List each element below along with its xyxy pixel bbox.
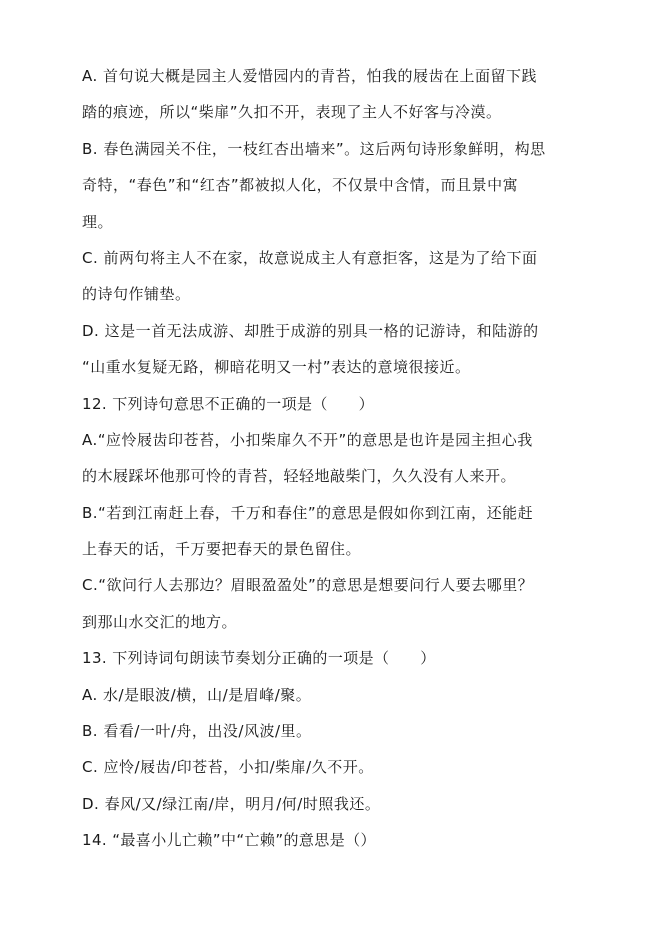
q12-option-c-line-1: C.“欲问行人去那边？眉眼盈盈处”的意思是想要问行人要去哪里？	[82, 576, 534, 595]
option-c-line-1: C. 前两句将主人不在家，故意说成主人有意拒客，这是为了给下面	[82, 248, 538, 267]
q13-option-d: D. 春风/又/绿江南/岸，明月/何/时照我还。	[82, 794, 381, 813]
option-b-line-3: 理。	[82, 212, 114, 231]
option-d-line-1: D. 这是一首无法成游、却胜于成游的别具一格的记游诗，和陆游的	[82, 321, 539, 340]
option-c-line-2: 的诗句作铺垫。	[82, 285, 191, 304]
question-13: 13. 下列诗词句朗读节奏划分正确的一项是（ ）	[82, 649, 436, 668]
option-b-line-1: B. 春色满园关不住，一枝红杏出墙来”。这后两句诗形象鲜明，构思	[82, 139, 546, 158]
q12-option-a-line-2: 的木屐踩坏他那可怜的青苔，轻轻地敲柴门，久久没有人来开。	[82, 467, 517, 486]
q13-option-c: C. 应怜/屐齿/印苍苔，小扣/柴扉/久不开。	[82, 758, 374, 777]
option-d-line-2: “山重水复疑无路，柳暗花明又一村”表达的意境很接近。	[82, 358, 471, 377]
option-a-line-1: A. 首句说大概是园主人爱惜园内的青苔，怕我的屐齿在上面留下践	[82, 67, 538, 85]
question-14: 14. “最喜小儿亡赖”中“亡赖”的意思是（）	[82, 831, 376, 850]
q12-option-c-line-2: 到那山水交汇的地方。	[82, 612, 238, 631]
q13-option-b: B. 看看/一叶/舟，出没/风波/里。	[82, 722, 312, 741]
q13-option-a: A. 水/是眼波/横，山/是眉峰/聚。	[82, 685, 312, 704]
question-12: 12. 下列诗句意思不正确的一项是（ ）	[82, 394, 375, 413]
q12-option-b-line-1: B.“若到江南赶上春，千万和春住”的意思是假如你到江南，还能赶	[82, 503, 534, 522]
q12-option-b-line-2: 上春天的话，千万要把春天的景色留住。	[82, 540, 362, 559]
q12-option-a-line-1: A.“应怜屐齿印苍苔，小扣柴扉久不开”的意思是也许是园主担心我	[82, 430, 533, 449]
option-b-line-2: 奇特，“春色”和“红杏”都被拟人化，不仅景中含情，而且景中寓	[82, 176, 519, 195]
document-text	[82, 58, 582, 859]
option-a-line-2: 踏的痕迹，所以“柴扉”久扣不开，表现了主人不好客与冷漠。	[82, 103, 502, 122]
